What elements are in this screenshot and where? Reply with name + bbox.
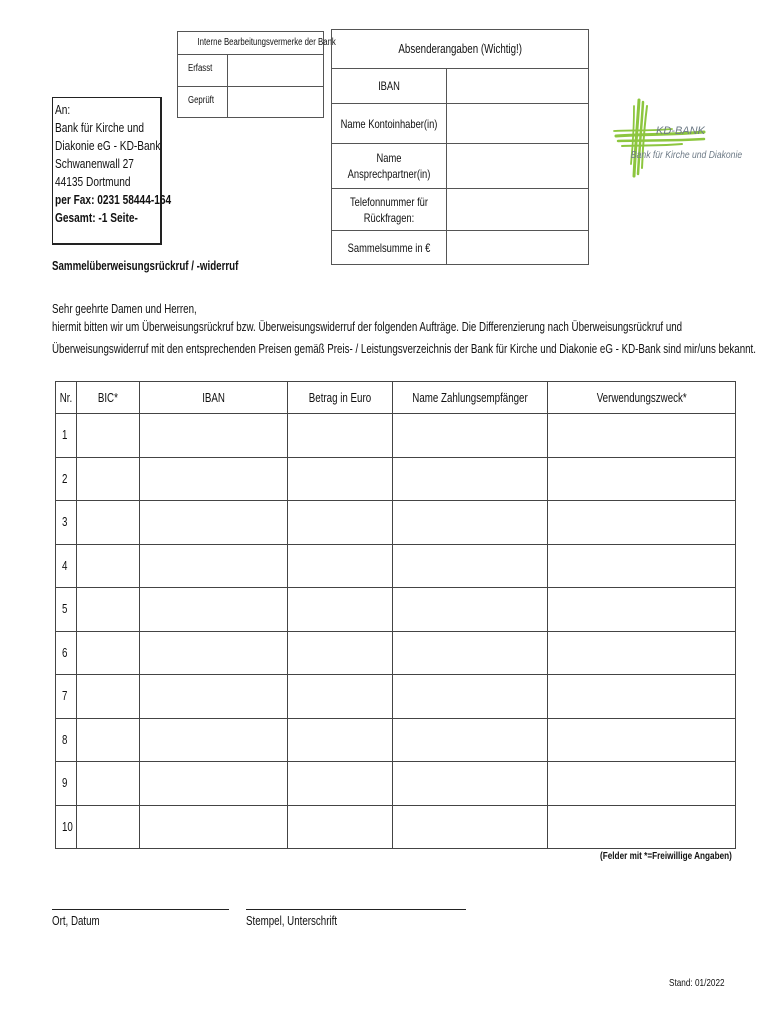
sender-account-holder-field[interactable] (446, 104, 588, 143)
transfers-table (55, 381, 736, 849)
purpose-cell[interactable] (548, 631, 736, 675)
purpose-cell[interactable] (548, 675, 736, 719)
sender-row-iban (332, 68, 588, 103)
sender-iban-field[interactable] (446, 69, 588, 103)
amount-cell[interactable] (288, 805, 393, 849)
geprueft-field[interactable] (227, 86, 323, 118)
bic-cell[interactable] (77, 718, 140, 762)
iban-cell[interactable] (140, 675, 288, 719)
table-row (56, 675, 736, 719)
recipient-address-box (52, 97, 172, 245)
row-number: 4 (56, 544, 77, 588)
bic-cell[interactable] (77, 501, 140, 545)
payee-cell[interactable] (393, 544, 548, 588)
recipient-line: 44135 Dortmund (55, 174, 131, 189)
purpose-cell[interactable] (548, 762, 736, 806)
sender-details-title: Absenderangaben (Wichtig!) (398, 42, 522, 56)
stamp-signature-label: Stempel, Unterschrift (246, 914, 338, 928)
column-header-payee: Name Zahlungsempfänger (393, 382, 548, 414)
table-row (56, 457, 736, 501)
column-header-bic: BIC* (77, 382, 140, 414)
payee-cell[interactable] (393, 718, 548, 762)
sender-details-box (331, 29, 589, 265)
amount-cell[interactable] (288, 544, 393, 588)
recipient-fax: per Fax: 0231 58444-164 (55, 192, 172, 207)
bic-cell[interactable] (77, 805, 140, 849)
erfasst-label: Erfasst (188, 63, 213, 74)
intro-text-line2: Überweisungswiderruf mit den entsprechenden Preisen gemäß Preis- / Leistungsverzeichnis der Bank für Kirche und Diakonie eG - KD-Bank sind mir/uns bekannt. (52, 342, 756, 356)
recipient-label: An: (55, 102, 71, 117)
iban-cell[interactable] (140, 631, 288, 675)
form-heading: Sammelüberweisungsrückruf / -widerruf (52, 259, 239, 273)
recipient-line: Bank für Kirche und (55, 120, 145, 135)
iban-cell[interactable] (140, 762, 288, 806)
amount-cell[interactable] (288, 457, 393, 501)
table-row (56, 805, 736, 849)
purpose-cell[interactable] (548, 588, 736, 632)
table-row (56, 631, 736, 675)
purpose-cell[interactable] (548, 718, 736, 762)
intro-text-line1: hiermit bitten wir um Überweisungsrückruf bzw. Überweisungswiderruf der folgenden Aufträge. Die Differenzierung nach Überweisungsrückruf und (52, 320, 683, 334)
payee-cell[interactable] (393, 588, 548, 632)
row-number: 6 (56, 631, 77, 675)
sender-account-holder-label: Name Kontoinhaber(in) (332, 104, 447, 143)
row-number: 1 (56, 414, 77, 458)
row-number: 3 (56, 501, 77, 545)
sender-phone-label: Telefonnummer für Rückfragen: (332, 189, 447, 230)
sender-total-sum-field[interactable] (446, 231, 588, 265)
iban-cell[interactable] (140, 588, 288, 632)
sender-row-phone (332, 188, 588, 230)
recipient-total-pages: Gesamt: -1 Seite- (55, 210, 138, 225)
internal-notes-title: Interne Bearbeitungsvermerke der Bank (178, 32, 323, 55)
payee-cell[interactable] (393, 501, 548, 545)
amount-cell[interactable] (288, 675, 393, 719)
column-header-amount: Betrag in Euro (288, 382, 393, 414)
payee-cell[interactable] (393, 457, 548, 501)
payee-cell[interactable] (393, 805, 548, 849)
row-number: 9 (56, 762, 77, 806)
purpose-cell[interactable] (548, 414, 736, 458)
purpose-cell[interactable] (548, 805, 736, 849)
place-date-line[interactable] (52, 909, 229, 910)
row-number: 2 (56, 457, 77, 501)
iban-cell[interactable] (140, 457, 288, 501)
place-date-label: Ort, Datum (52, 914, 100, 928)
row-number: 10 (56, 805, 77, 849)
bic-cell[interactable] (77, 414, 140, 458)
footnote: (Felder mit *=Freiwillige Angaben) (600, 850, 732, 862)
sender-contact-person-label: Name Ansprechpartner(in) (332, 144, 447, 188)
kd-bank-logo (612, 98, 752, 180)
amount-cell[interactable] (288, 501, 393, 545)
amount-cell[interactable] (288, 718, 393, 762)
iban-cell[interactable] (140, 544, 288, 588)
bic-cell[interactable] (77, 675, 140, 719)
row-number: 8 (56, 718, 77, 762)
erfasst-field[interactable] (227, 54, 323, 86)
iban-cell[interactable] (140, 414, 288, 458)
logo-tagline: Bank für Kirche und Diakonie (630, 149, 743, 161)
internal-row-geprueft (178, 86, 323, 118)
table-header-row (56, 382, 736, 414)
sender-total-sum-label: Sammelsumme in € (332, 231, 447, 265)
bic-cell[interactable] (77, 457, 140, 501)
kd-bank-cross-icon (612, 98, 752, 180)
table-row (56, 544, 736, 588)
table-row (56, 501, 736, 545)
payee-cell[interactable] (393, 631, 548, 675)
table-row (56, 414, 736, 458)
logo-name: KD-BANK (656, 125, 705, 137)
purpose-cell[interactable] (548, 457, 736, 501)
payee-cell[interactable] (393, 414, 548, 458)
table-row (56, 588, 736, 632)
bic-cell[interactable] (77, 631, 140, 675)
row-number: 7 (56, 675, 77, 719)
bic-cell[interactable] (77, 544, 140, 588)
internal-row-erfasst (178, 54, 323, 87)
sender-row-contact-person (332, 143, 588, 188)
recipient-line: Schwanenwall 27 (55, 156, 134, 171)
recipient-line: Diakonie eG - KD-Bank (55, 138, 161, 153)
column-header-iban: IBAN (140, 382, 288, 414)
bic-cell[interactable] (77, 588, 140, 632)
amount-cell[interactable] (288, 631, 393, 675)
amount-cell[interactable] (288, 414, 393, 458)
geprueft-label: Geprüft (188, 95, 215, 106)
sender-row-total-sum (332, 230, 588, 265)
sender-contact-person-field[interactable] (446, 144, 588, 188)
payee-cell[interactable] (393, 762, 548, 806)
bic-cell[interactable] (77, 762, 140, 806)
payee-cell[interactable] (393, 675, 548, 719)
sender-phone-field[interactable] (446, 189, 588, 230)
table-row (56, 718, 736, 762)
table-row (56, 762, 736, 806)
version-note: Stand: 01/2022 (669, 977, 725, 989)
amount-cell[interactable] (288, 762, 393, 806)
stamp-signature-line[interactable] (246, 909, 466, 910)
column-header-nr: Nr. (56, 382, 77, 414)
iban-cell[interactable] (140, 501, 288, 545)
iban-cell[interactable] (140, 805, 288, 849)
purpose-cell[interactable] (548, 544, 736, 588)
sender-iban-label: IBAN (332, 69, 447, 103)
row-number: 5 (56, 588, 77, 632)
column-header-purpose: Verwendungszweck* (548, 382, 736, 414)
salutation: Sehr geehrte Damen und Herren, (52, 302, 197, 316)
purpose-cell[interactable] (548, 501, 736, 545)
internal-notes-box (177, 31, 336, 118)
iban-cell[interactable] (140, 718, 288, 762)
amount-cell[interactable] (288, 588, 393, 632)
sender-row-account-holder (332, 103, 588, 143)
